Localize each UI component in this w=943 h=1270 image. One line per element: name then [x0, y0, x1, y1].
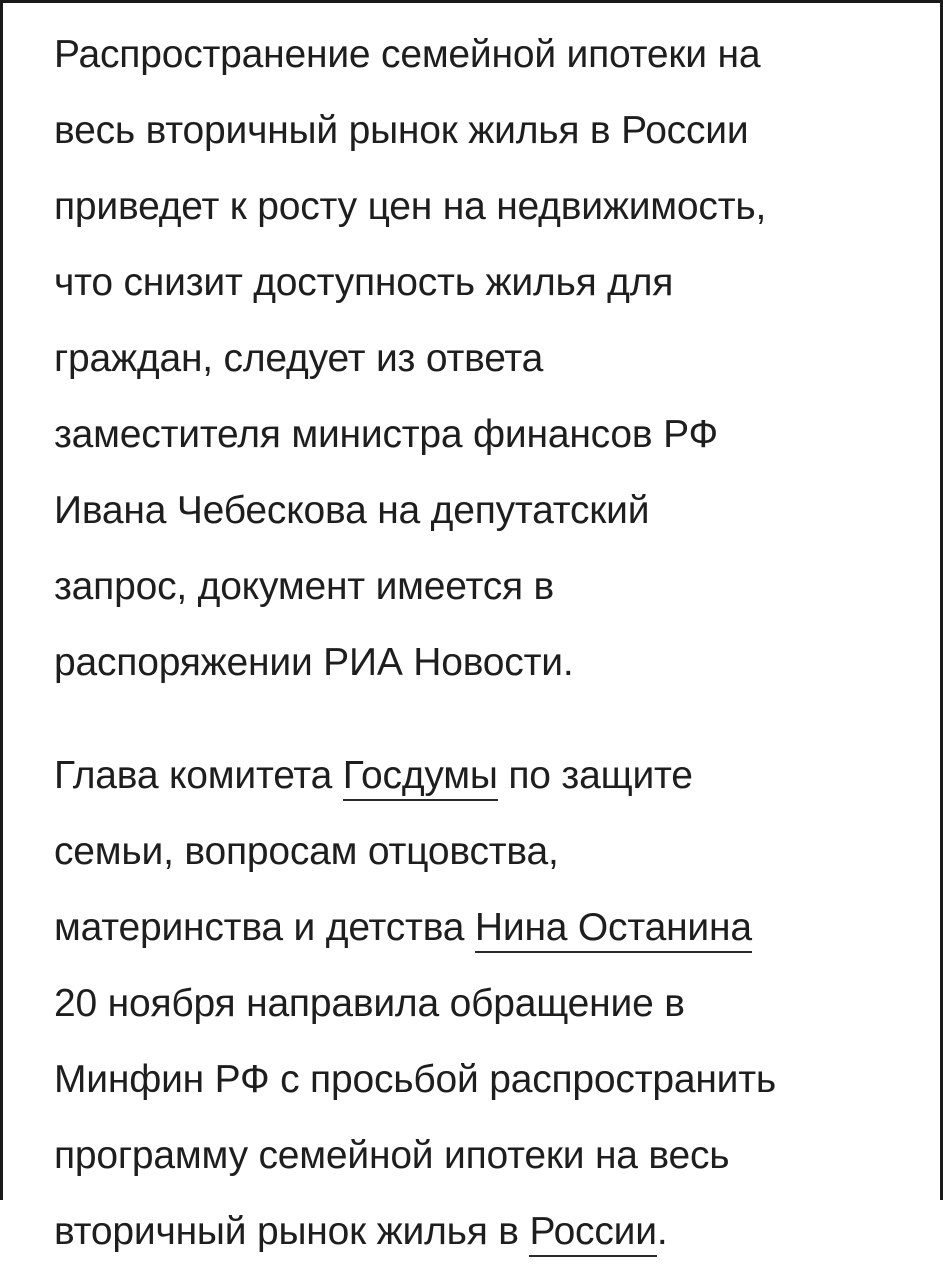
- text-line: распоряжении РИА Новости.: [54, 641, 574, 684]
- text-line: заместителя министра финансов РФ: [54, 413, 718, 456]
- text-line: Распространение семейной ипотеки на: [54, 33, 761, 76]
- text-line: [54, 738, 926, 814]
- text-line: 20 ноября направила обращение в: [54, 982, 685, 1025]
- text-fragment: вторичный рынок жилья в: [54, 1210, 530, 1253]
- link-rossii[interactable]: России: [529, 1210, 656, 1257]
- link-gosdumy[interactable]: Госдумы: [343, 754, 498, 801]
- text-line: граждан, следует из ответа: [54, 337, 544, 380]
- text-fragment: материнства и детства: [54, 906, 475, 949]
- link-nina-ostanina[interactable]: Нина Останина: [475, 906, 752, 953]
- text-line: приведет к росту цен на недвижимость,: [54, 185, 767, 228]
- text-line: что снизит доступность жилья для: [54, 261, 674, 304]
- text-line: [54, 890, 926, 966]
- text-line: весь вторичный рынок жилья в России: [54, 109, 749, 152]
- text-fragment: .: [656, 1210, 668, 1253]
- text-line: программу семейной ипотеки на весь: [54, 1134, 730, 1177]
- paragraph-1: [54, 17, 926, 701]
- paragraph-2: [54, 738, 926, 1270]
- text-line: семьи, вопросам отцовства,: [54, 830, 559, 873]
- text-line: [54, 1194, 926, 1270]
- text-line: Минфин РФ с просьбой распространить: [54, 1058, 777, 1101]
- text-fragment: Глава комитета: [54, 754, 343, 797]
- text-line: запрос, документ имеется в: [54, 565, 555, 608]
- text-fragment: по защите: [497, 754, 693, 797]
- article-body: [54, 17, 926, 1270]
- text-line: Ивана Чебескова на депутатский: [54, 489, 650, 532]
